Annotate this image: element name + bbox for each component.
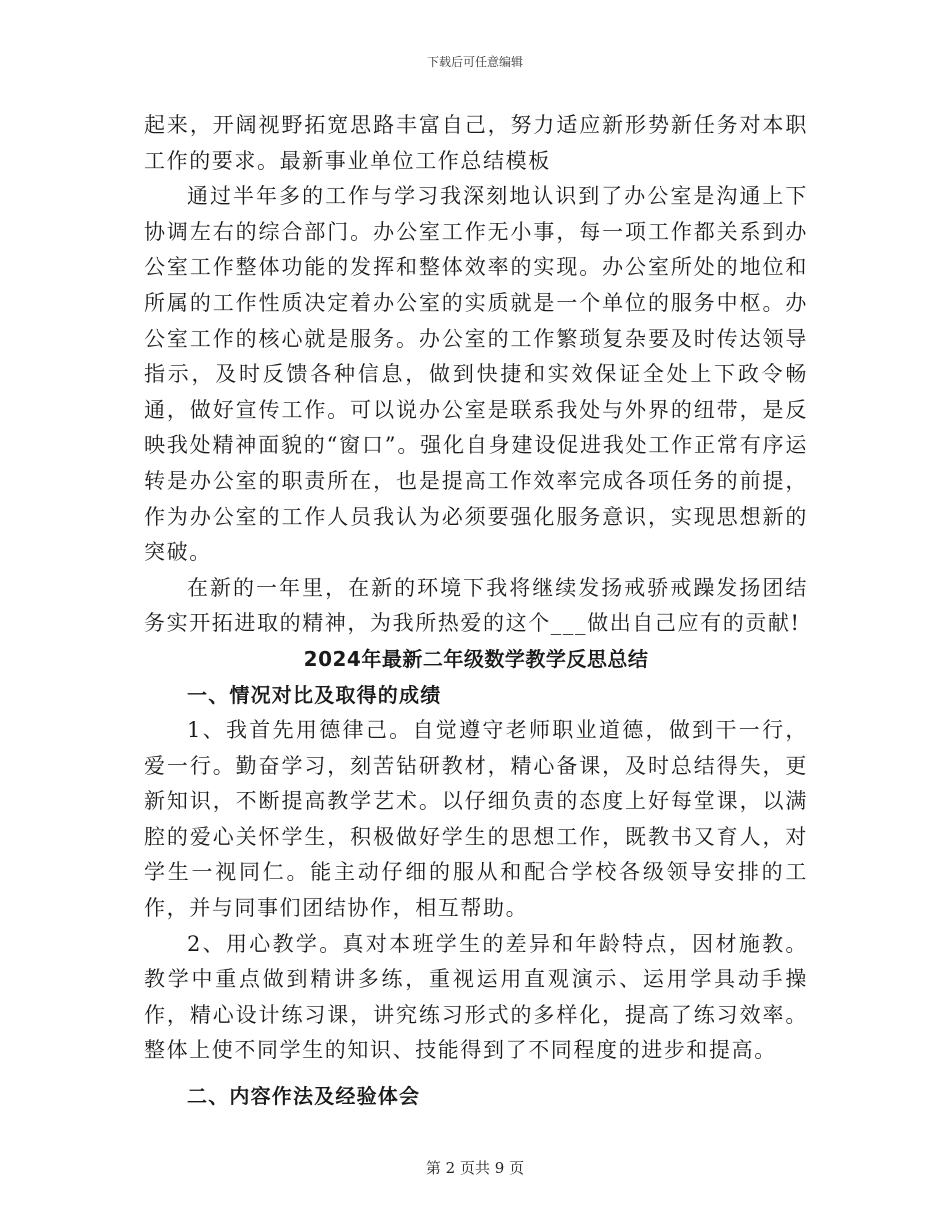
document-body <box>144 108 808 1115</box>
paragraph-section1-item2: 2、用心教学。真对本班学生的差异和年龄特点，因材施教。教学中重点做到精讲多练，重视运用直观演示、运用学具动手操作，精心设计练习课，讲究练习形式的多样化，提高了练习效率。整体上使不同学生的知识、技能得到了不同程度的进步和提高。 <box>144 931 808 1063</box>
paragraph-continuation: 起来，开阔视野拓宽思路丰富自己，努力适应新形势新任务对本职工作的要求。最新事业单位工作总结模板 <box>144 113 808 173</box>
page-footer: 第 2 页共 9 页 <box>425 1159 525 1177</box>
document-title: 2024年最新二年级数学教学反思总结 <box>303 646 649 671</box>
page-header: 下载后可任意编辑 <box>426 55 523 69</box>
section-heading-2: 二、内容作法及经验体会 <box>187 1084 421 1109</box>
paragraph-section1-item1: 1、我首先用德律己。自觉遵守老师职业道德，做到干一行，爱一行。勤奋学习，刻苦钻研教材，精心备课，及时总结得失，更新知识，不断提高教学艺术。以仔细负责的态度上好每堂课，以满腔的爱心关怀学生，积极做好学生的思想工作，既教书又育人，对学生一视同仁。能主动仔细的服从和配合学校各级领导安排的工作，并与同事们团结协作，相互帮助。 <box>144 718 808 921</box>
section-heading-1: 一、情况对比及取得的成绩 <box>187 682 442 707</box>
paragraph-office-work: 通过半年多的工作与学习我深刻地认识到了办公室是沟通上下协调左右的综合部门。办公室工作无小事，每一项工作都关系到办公室工作整体功能的发挥和整体效率的实现。办公室所处的地位和所属的工作性质决定着办公室的实质就是一个单位的服务中枢。办公室工作的核心就是服务。办公室的工作繁琐复杂要及时传达领导指示，及时反馈各种信息，做到快捷和实效保证全处上下政令畅通，做好宣传工作。可以说办公室是联系我处与外界的纽带，是反映我处精神面貌的“窗口”。强化自身建设促进我处工作正常有序运转是办公室的职责所在，也是提高工作效率完成各项任务的前提，作为办公室的工作人员我认为必须要强化服务意识，实现思想新的突破。 <box>144 184 808 565</box>
paragraph-new-year: 在新的一年里，在新的环境下我将继续发扬戒骄戒躁发扬团结务实开拓进取的精神，为我所热爱的这个___做出自己应有的贡献! <box>144 575 808 636</box>
